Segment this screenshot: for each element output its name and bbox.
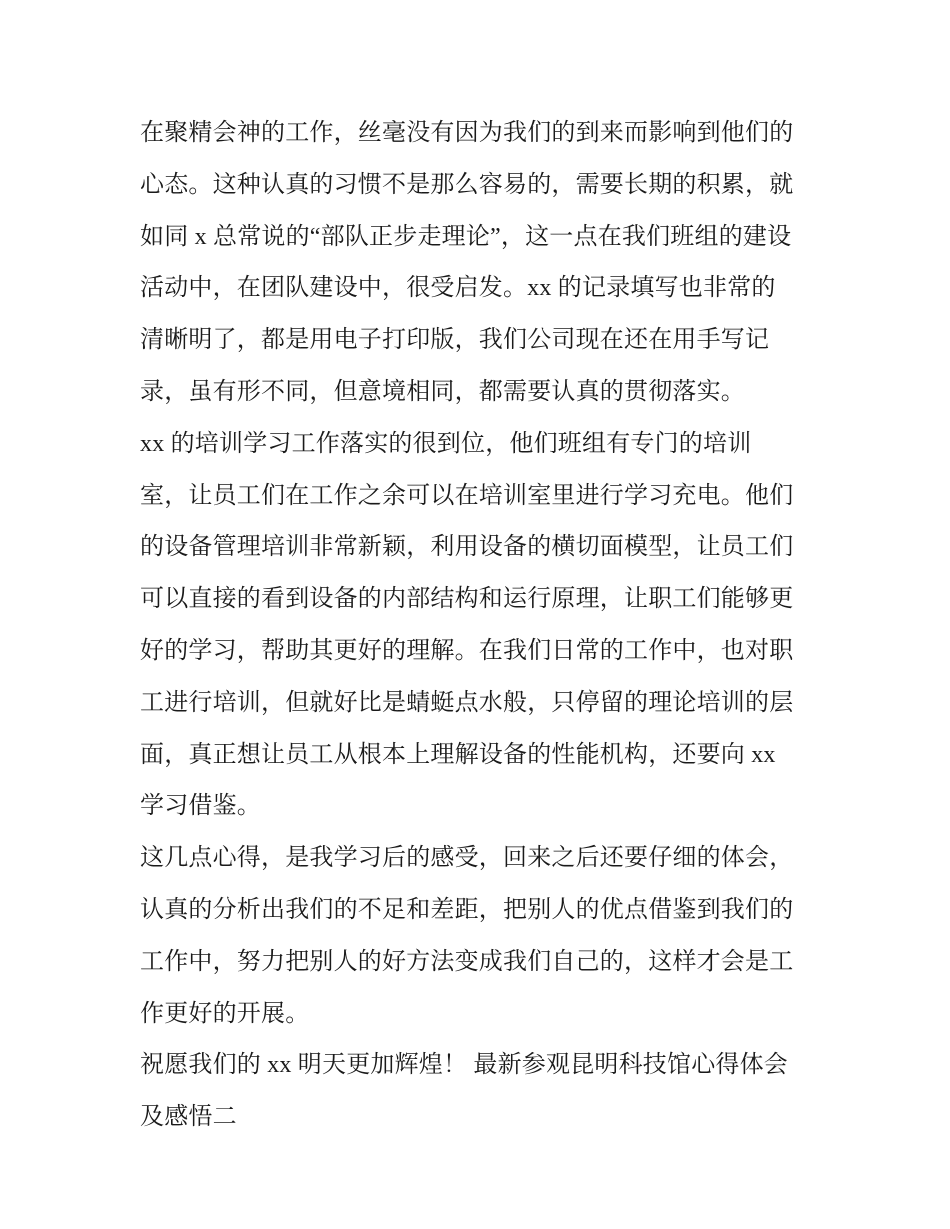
text-line: 学习借鉴。 xyxy=(140,793,261,820)
text-line: 好的学习，帮助其更好的理解。在我们日常的工作中，也对职 xyxy=(140,637,794,664)
text-line: xx 的培训学习工作落实的很到位，他们班组有专门的培训 xyxy=(140,430,752,457)
text-line: 清晰明了，都是用电子打印版，我们公司现在还在用手写记 xyxy=(140,327,770,354)
text-line: 心态。这种认真的习惯不是那么容易的，需要长期的积累，就 xyxy=(140,171,794,198)
text-line: 室，让员工们在工作之余可以在培训室里进行学习充电。他们 xyxy=(140,482,794,509)
text-line: 面，真正想让员工从根本上理解设备的性能机构，还要向 xx xyxy=(140,741,776,768)
text-line: 的设备管理培训非常新颖，利用设备的横切面模型，让员工们 xyxy=(140,534,794,561)
text-line: 活动中，在团队建设中，很受启发。xx 的记录填写也非常的 xyxy=(140,275,776,302)
text-line: 及感悟二 xyxy=(140,1104,237,1131)
text-line: 工作中，努力把别人的好方法变成我们自己的，这样才会是工 xyxy=(140,948,794,975)
document-body xyxy=(140,108,820,1144)
text-line: 可以直接的看到设备的内部结构和运行原理，让职工们能够更 xyxy=(140,586,794,613)
text-line: 祝愿我们的 xx 明天更加辉煌！ 最新参观昆明科技馆心得体会 xyxy=(140,1052,788,1079)
text-line: 在聚精会神的工作，丝毫没有因为我们的到来而影响到他们的 xyxy=(140,120,794,146)
text-line: 如同 x 总常说的“部队正步走理论”，这一点在我们班组的建设 xyxy=(140,223,792,250)
text-line: 录，虽有形不同，但意境相同，都需要认真的贯彻落实。 xyxy=(140,378,745,405)
text-line: 这几点心得，是我学习后的感受，回来之后还要仔细的体会， xyxy=(140,845,794,872)
text-line: 作更好的开展。 xyxy=(140,1000,310,1027)
text-line: 认真的分析出我们的不足和差距，把别人的优点借鉴到我们的 xyxy=(140,896,794,923)
text-line: 工进行培训，但就好比是蜻蜓点水般，只停留的理论培训的层 xyxy=(140,689,794,716)
